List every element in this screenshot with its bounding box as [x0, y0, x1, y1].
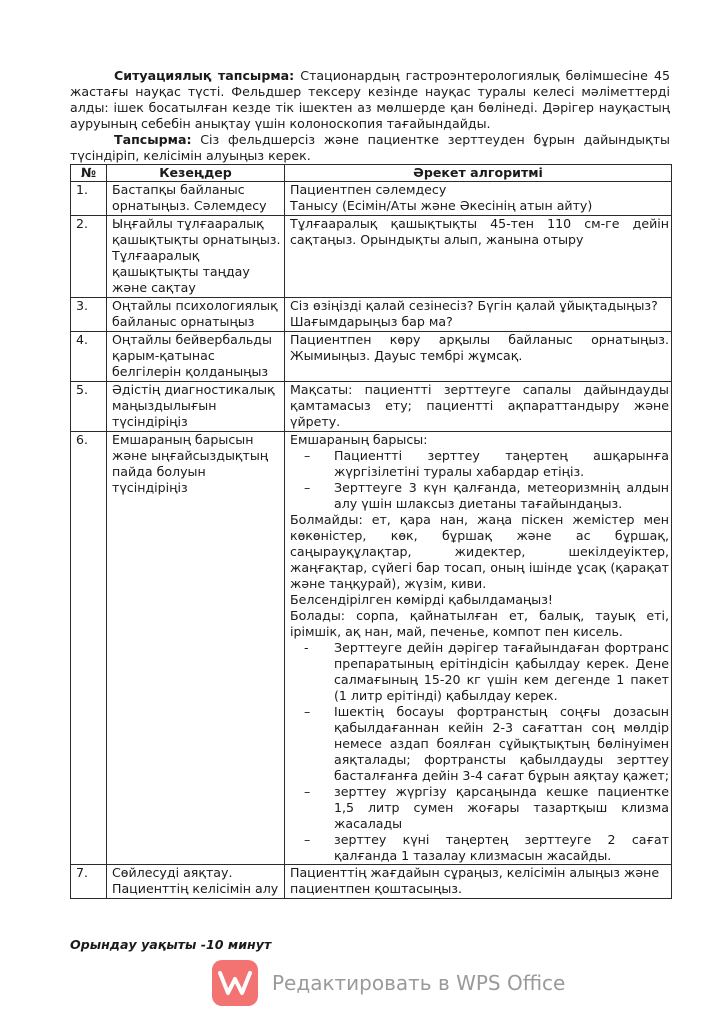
- row-action: Сіз өзіңізді қалай сезінесіз? Бүгін қалай ұйықтадыңыз? Шағымдарыңыз бар ма?: [285, 298, 672, 332]
- table-row: [71, 216, 672, 298]
- bullet-mark: –: [304, 832, 311, 847]
- charcoal-warning: Белсендірілген көмірді қабылдамаңыз!: [290, 592, 553, 607]
- bullet-mark: –: [304, 448, 311, 463]
- bullet-text: Зерттеуге дейін дәрігер тағайындаған фортранс препаратының ерітіндісін қабылдау керек. Дене салмағының 15-20 кг үшін кем дегенде 1 пакет (1 литр ерітінді) қабылдау керек.: [334, 640, 669, 703]
- row-stage: Емшараның барысын және ыңғайсыздықтың пайда болуын түсіндіріңіз: [107, 432, 285, 865]
- bullet-mark: –: [304, 704, 311, 719]
- row-number: 6.: [71, 432, 107, 865]
- row-number: 3.: [71, 298, 107, 332]
- execution-time: Орындау уақыты -10 минут: [70, 937, 272, 952]
- allowed-foods: [290, 608, 669, 640]
- row-stage: Бастапқы байланыс орнатыңыз. Сәлемдесу: [107, 182, 285, 216]
- header-algorithm: Әрекет алгоритмі: [285, 165, 672, 182]
- table-row: [71, 865, 672, 899]
- situation-text: Стационардың гастроэнтерологиялық бөлімшесіне 45 жастағы науқас түсті. Фельдшер тексеру кезінде науқас туралы келесі мәліметтерді алды: ішек босатылған кезде тік ішектен аз мөлшерде қан бөлінеді. Дәрігер науқастың ауруының себебін анықтау үшін колоноскопия тағайындайды.: [70, 68, 670, 131]
- row-action: Пациенттің жағдайын сұраңыз, келісімін алыңыз және пациентпен қоштасыңыз.: [285, 865, 672, 899]
- bullet-text: зерттеу күні таңертең зерттеуге 2 сағат қалғанда 1 тазалау клизмасын жасайды.: [334, 832, 669, 863]
- row-number: 7.: [71, 865, 107, 899]
- list-item: [290, 480, 669, 512]
- row-stage: Сөйлесуді аяқтау. Пациенттің келісімін алу: [107, 865, 285, 899]
- list-item: [290, 448, 669, 480]
- row-number: 1.: [71, 182, 107, 216]
- row-action-procedure: [285, 432, 672, 865]
- document-body: [70, 68, 670, 899]
- row-number: 4.: [71, 332, 107, 382]
- situation-label: Ситуациялық тапсырма:: [114, 68, 295, 83]
- table-row: [71, 432, 672, 865]
- bullet-text: Пациентті зерттеу таңертең ашқарынға жүргізілетіні туралы хабардар етіңіз.: [334, 448, 669, 479]
- table-row: [71, 382, 672, 432]
- not-allowed-text: ет, қара нан, жаңа піскен жемістер мен көкөністер, көк, бұршақ және ас бұршақ, саңырауқұлақтар, жидектер, шекілдеуіктер, жаңғақтар, сүйегі бар тосап, оның ішінде ұсақ (қарақат және таңқурай), жүзім, киви.: [290, 512, 669, 591]
- bullet-text: Зерттеуге 3 күн қалғанда, метеоризмнің алдын алу үшін шлаксыз диетаны тағайындаңыз.: [334, 480, 669, 511]
- task-text: Сіз фельдшерсіз және пациентке зерттеуден бұрын дайындықты түсіндіріп, келісімін алуыңыз керек.: [70, 132, 670, 163]
- bullet-mark: –: [304, 480, 311, 495]
- table-row: [71, 182, 672, 216]
- allowed-text: сорпа, қайнатылған ет, балық, тауық еті, ірімшік, ақ нан, май, печенье, компот пен кисель.: [290, 608, 669, 639]
- header-number: №: [71, 165, 107, 182]
- table-row: [71, 298, 672, 332]
- wps-logo-icon[interactable]: [212, 960, 258, 1006]
- bullet-mark: -: [304, 640, 309, 655]
- row-stage: Ыңғайлы тұлғааралық қашықтықты орнатыңыз. Тұлғааралық қашықтықты таңдау және сақтау: [107, 216, 285, 298]
- allowed-label: Болады:: [290, 608, 346, 623]
- row-number: 2.: [71, 216, 107, 298]
- list-item: [290, 640, 669, 704]
- list-item: [290, 832, 669, 864]
- header-stages: Кезеңдер: [107, 165, 285, 182]
- not-allowed-foods: [290, 512, 669, 592]
- bullet-mark: –: [304, 784, 311, 799]
- row-number: 5.: [71, 382, 107, 432]
- list-item: [290, 784, 669, 832]
- procedure-title: Емшараның барысы:: [290, 432, 428, 447]
- not-allowed-label: Болмайды:: [290, 512, 363, 527]
- row-action: Мақсаты: пациентті зерттеуге сапалы дайындауды қамтамасыз ету; пациентті ақпараттандыру және үйрету.: [285, 382, 672, 432]
- task-paragraph: [70, 132, 670, 164]
- bullet-text: зерттеу жүргізу қарсаңында кешке пациентке 1,5 литр сумен жоғары тазартқыш клизма жасалады: [334, 784, 669, 831]
- situation-paragraph: [70, 68, 670, 132]
- row-stage: Оңтайлы психологиялық байланыс орнатыңыз: [107, 298, 285, 332]
- table-row: [71, 332, 672, 382]
- row-action: Пациентпен сәлемдесу Танысу (Есімін/Аты және Әкесінің атын айту): [285, 182, 672, 216]
- wps-edit-banner[interactable]: [212, 960, 565, 1006]
- algorithm-table: [70, 164, 672, 899]
- table-header-row: [71, 165, 672, 182]
- bullet-text: Ішектің босауы фортранстың соңғы дозасын қабылдағаннан кейін 2-3 сағаттан соң мөлдір немесе аздап боялған сұйықтықтың бөлінуімен аяқталады; фортрансты қабылдауды зерттеу басталғанға дейін 3-4 сағат бұрын аяқтау қажет;: [334, 704, 669, 783]
- row-stage: Әдістің диагностикалық маңыздылығын түсіндіріңіз: [107, 382, 285, 432]
- wps-edit-label[interactable]: Редактировать в WPS Office: [272, 971, 566, 995]
- row-action: Тұлғааралық қашықтықты 45-тен 110 см-ге дейін сақтаңыз. Орындықты алып, жанына отыру: [285, 216, 672, 298]
- task-label: Тапсырма:: [114, 132, 192, 147]
- row-action: Пациентпен көру арқылы байланыс орнатыңыз. Жымиыңыз. Дауыс тембрі жұмсақ.: [285, 332, 672, 382]
- list-item: [290, 704, 669, 784]
- row-stage: Оңтайлы бейвербальды қарым-қатынас белгілерін қолданыңыз: [107, 332, 285, 382]
